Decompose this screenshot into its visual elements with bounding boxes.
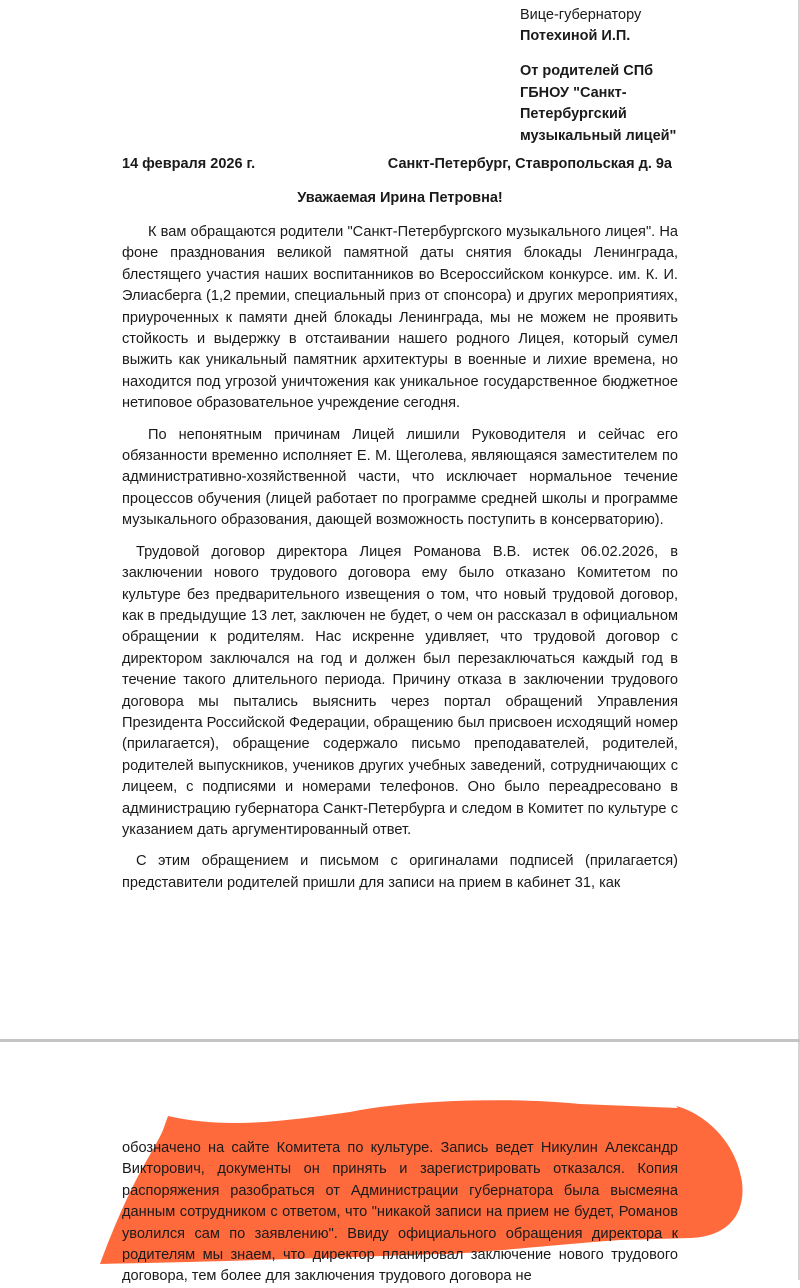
letter-place: Санкт-Петербург, Ставропольская д. 9а (387, 156, 672, 172)
paragraph: С этим обращением и письмом с оригиналами подписей (прилагается) представители родителей пришли для записи на прием в кабинет 31, как (122, 853, 678, 891)
paragraph: обозначено на сайте Комитета по культуре. Запись ведет Никулин Александр Викторович, документы он принять и зарегистрировать отказался. Копия распоряжения разобраться от Администрации губернатора была высмеяна данным сотрудником с ответом, что "никакой записи на прием не будет, Романов уволился сам по заявлению". Ввиду официального обращения директора к родителям мы знаем, что директор планировал заключение нового трудового договора, тем более для заключения трудового договора не (122, 1140, 678, 1285)
continuation-text (122, 1138, 678, 1288)
salutation: Уважаемая Ирина Петровна! (297, 190, 503, 206)
sender-line: Петербургский (520, 106, 627, 122)
sender-block (520, 61, 780, 147)
sender-line: ГБНОУ "Санкт- (520, 84, 627, 101)
sender-line: От родителей СПб (520, 63, 654, 79)
letter-date: 14 февраля 2026 г. (122, 156, 256, 172)
paragraph: К вам обращаются родители "Санкт-Петербургского музыкального лицея". На фоне празднования великой памятной даты снятия блокады Ленинграда, блестящего участия наших воспитанников во Всероссийском конкурсе. им. К. И. Элиасберга (1,2 премии, специальный приз от спонсора) и других мероприятиях, приуроченных к памяти дней блокады Ленинграда, мы не можем не проявить стойкость и выдержку в отстаивании нашего родного Лицея, который сумел выжить как уникальный памятник архитектуры в военные и лихие времена, но находится под угрозой уничтожения как уникальное государственное бюджетное нетиповое образовательное учреждение сегодня. (122, 224, 678, 412)
paragraph: Трудовой договор директора Лицея Романова В.В. истек 06.02.2026, в заключении нового трудового договора ему было отказано Комитетом по культуре без предварительного извещения о том, что новый трудовой договор, как в предыдущие 13 лет, заключен не будет, о чем он рассказал в официальном обращении к родителям. Нас искренне удивляет, что трудовой договор с директором заключался на год и должен был перезаключаться каждый год в течение такого длительного периода. Причину отказа в заключении трудового договора мы пытались выяснить через портал обращений Управления Президента Российской Федерации, обращению был присвоен исходящий номер (прилагается), обращение содержало письмо преподавателей, родителей, родителей выпускников, учеников других учебных заведений, сотрудничающих с лицеем, с подписями и номерами телефонов. Оно было переадресовано в администрацию губернатора Санкт-Петербурга и следом в Комитет по культуре с указанием дать аргументированный ответ. (122, 543, 678, 838)
paragraph: По непонятным причинам Лицей лишили Руководителя и сейчас его обязанности временно исполняет Е. М. Щеголева, являющаяся заместителем по административно-хозяйственной части, что исключает нормальное течение процессов обучения (лицей работает по программе средней школы и программе музыкального образования, дающей возможность поступить в консерваторию). (122, 426, 678, 529)
addressee-name: Потехиной И.П. (520, 28, 631, 44)
letter-body (122, 222, 678, 904)
addressee-block (520, 5, 780, 147)
date-place-line (122, 156, 672, 172)
addressee-title: Вице-губернатору (520, 7, 642, 23)
sender-line: музыкальный лицей" (520, 127, 677, 144)
